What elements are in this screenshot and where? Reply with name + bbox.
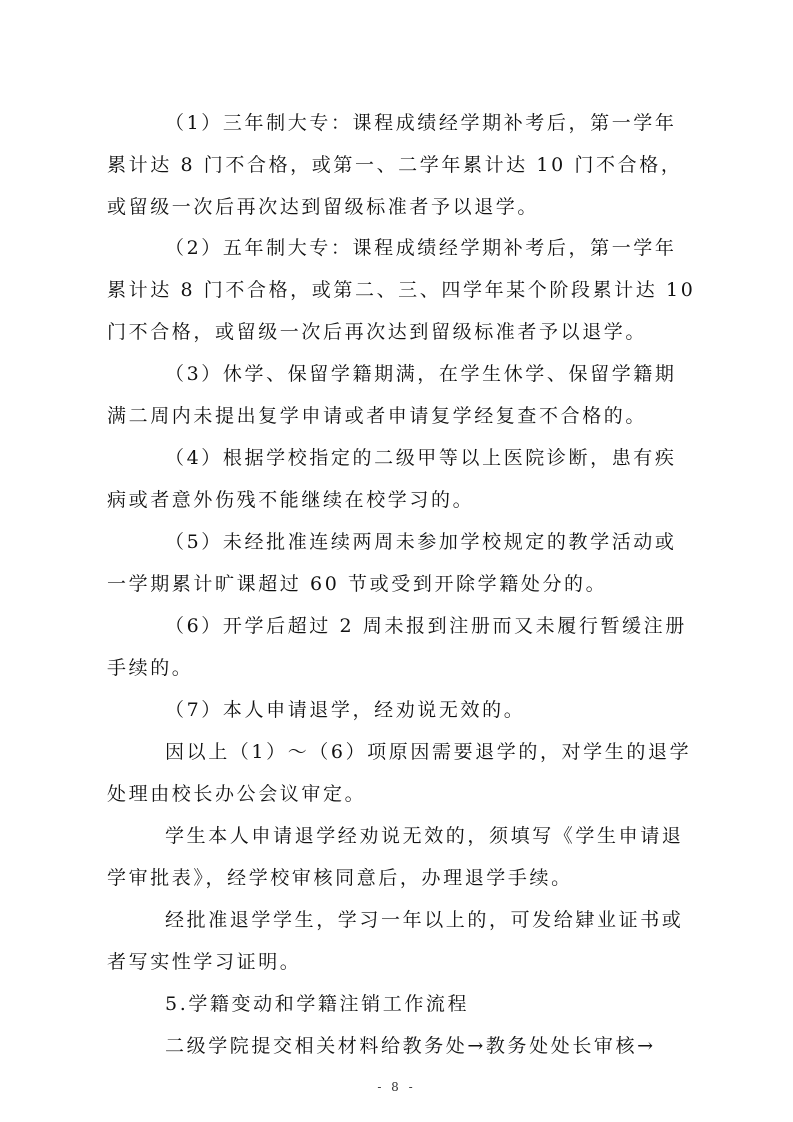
paragraph-review-line-2: 处理由校长办公会议审定。 (107, 783, 367, 805)
clause-4-line-2: 病或者意外伤残不能继续在校学习的。 (107, 489, 475, 511)
page-number: - 8 - (377, 1080, 416, 1094)
clause-5-line-1: （5）未经批准连续两周未参加学校规定的教学活动或 (165, 531, 677, 553)
workflow-line-1: 二级学院提交相关材料给教务处→教务处处长审核→ (165, 1035, 656, 1057)
clause-3-line-1: （3）休学、保留学籍期满，在学生休学、保留学籍期 (165, 363, 677, 385)
clause-3-line-2: 满二周内未提出复学申请或者申请复学经复查不合格的。 (107, 405, 648, 427)
section-heading-5: 5.学籍变动和学籍注销工作流程 (165, 993, 470, 1015)
paragraph-review-line-1: 因以上（1）～（6）项原因需要退学的，对学生的退学 (165, 741, 692, 763)
clause-2-line-1: （2）五年制大专：课程成绩经学期补考后，第一学年 (165, 237, 677, 259)
clause-2-line-2: 累计达 8 门不合格，或第二、三、四学年某个阶段累计达 10 (107, 279, 696, 301)
paragraph-certificate-line-2: 者写实性学习证明。 (107, 951, 302, 973)
clause-5-line-2: 一学期累计旷课超过 60 节或受到开除学籍处分的。 (107, 573, 608, 595)
clause-2-line-3: 门不合格，或留级一次后再次达到留级标准者予以退学。 (107, 321, 648, 343)
paragraph-certificate-line-1: 经批准退学学生，学习一年以上的，可发给肄业证书或 (165, 909, 684, 931)
paragraph-application-line-1: 学生本人申请退学经劝说无效的，须填写《学生申请退 (165, 825, 684, 847)
clause-1-line-1: （1）三年制大专：课程成绩经学期补考后，第一学年 (165, 112, 677, 134)
paragraph-application-line-2: 学审批表》，经学校审核同意后，办理退学手续。 (107, 867, 573, 889)
clause-6-line-2: 手续的。 (107, 657, 194, 679)
clause-1-line-3: 或留级一次后再次达到留级标准者予以退学。 (107, 196, 540, 218)
clause-1-line-2: 累计达 8 门不合格，或第一、二学年累计达 10 门不合格， (107, 154, 683, 176)
clause-4-line-1: （4）根据学校指定的二级甲等以上医院诊断，患有疾 (165, 447, 677, 469)
clause-6-line-1: （6）开学后超过 2 周未报到注册而又未履行暂缓注册 (165, 615, 687, 637)
clause-7-line-1: （7）本人申请退学，经劝说无效的。 (165, 699, 526, 721)
